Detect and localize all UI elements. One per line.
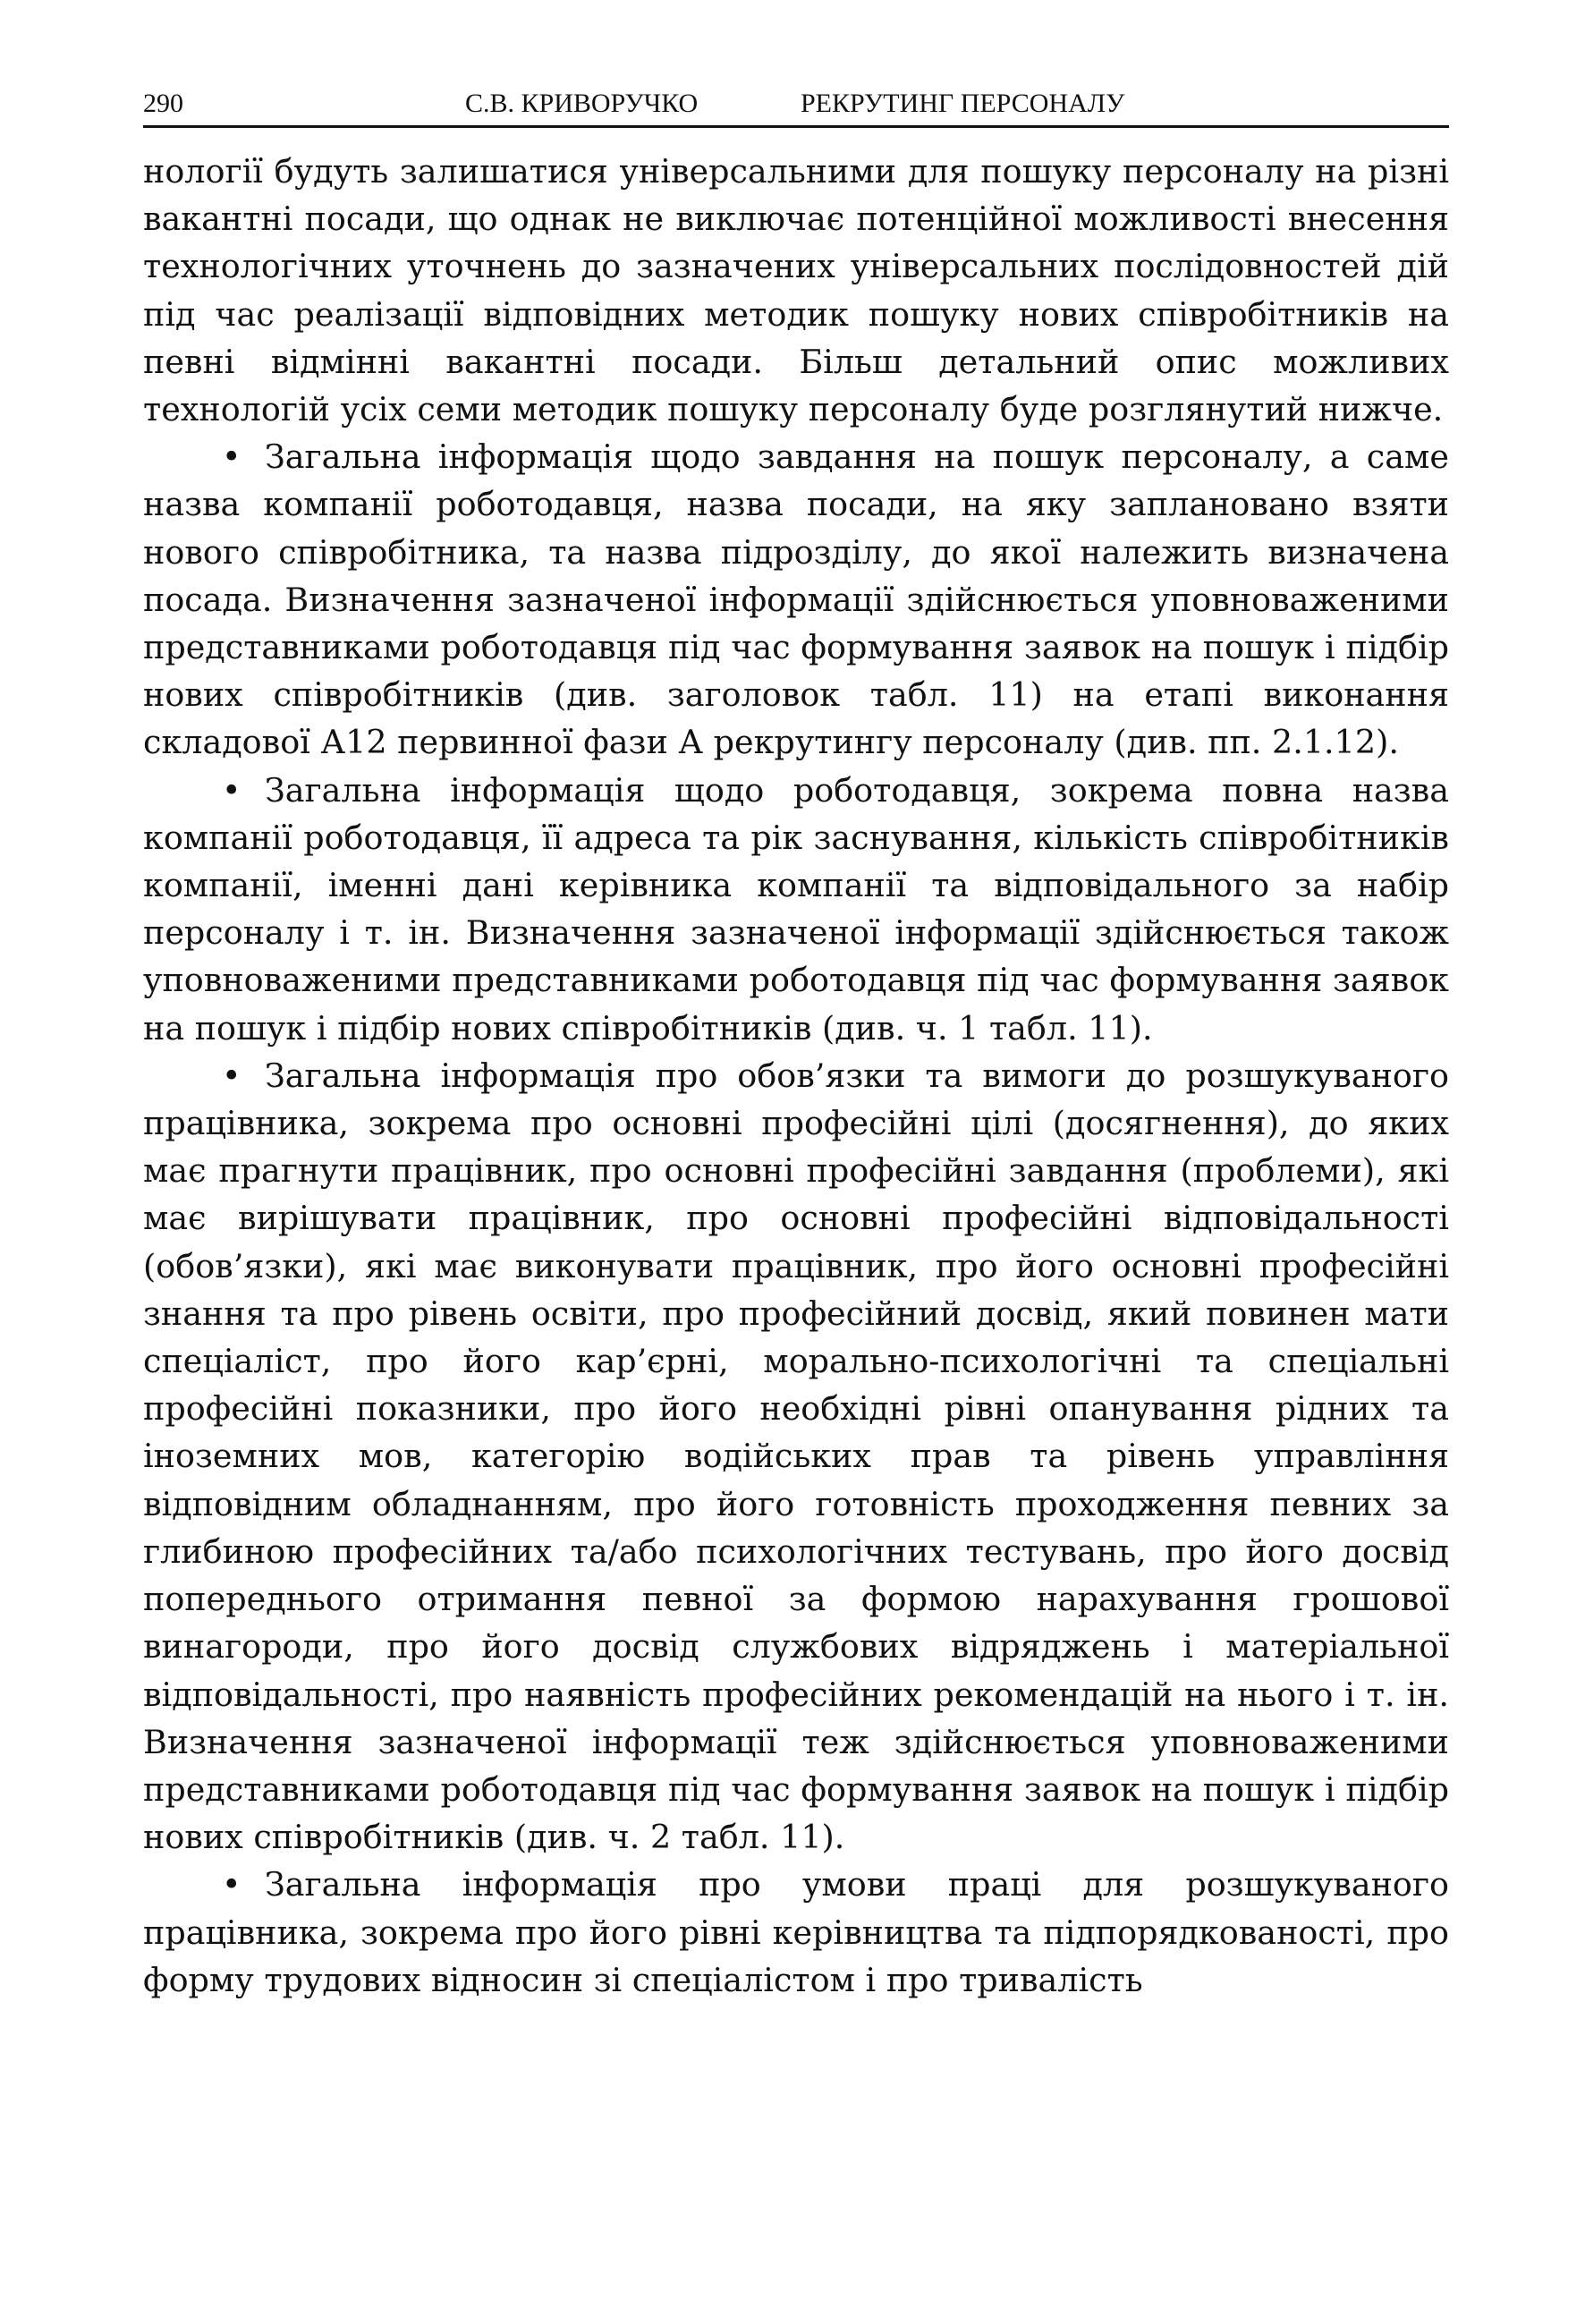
page-number: 290 — [143, 89, 183, 118]
header-book-title: РЕКРУТИНГ ПЕРСОНАЛУ — [801, 89, 1125, 118]
book-page — [143, 79, 1449, 2004]
header-author: С.В. КРИВОРУЧКО — [465, 89, 699, 118]
bullet-paragraph-work-conditions — [143, 1861, 1449, 2004]
bullet-paragraph-duties-info — [143, 1052, 1449, 1861]
bullet-icon: • — [222, 1865, 242, 1904]
paragraph-text: Загальна інформація про обов’язки та вимоги до розшукуваного працівника, зокрема про основні професійні цілі (досягнення), до яких має прагнути працівник, про основні професійні завдання (проблеми), які має вирішувати працівник, про основні професійні відповідальності (обов’язки), які має виконувати працівник, про його основні професійні знання та про рівень освіти, про професійний досвід, який повинен мати спеціаліст, про його кар’єрні, морально-психологічні та спеціальні професійні показники, про його необхідні рівні опанування рідних та іноземних мов, категорію водійських прав та рівень управління відповідним обладнанням, про його готовність проходження певних за глибиною професійних та/або психологічних тестувань, про його досвід попереднього отримання певної за формою нарахування грошової винагороди, про його досвід службових відряджень і матеріальної відповідальності, про наявність професійних рекомендацій на нього і т. ін. Визначення зазначеної інформації теж здійснюється уповноваженими представниками роботодавця під час формування заявок на пошук і підбір нових співробітників (див. ч. 2 табл. 11). — [143, 1056, 1449, 1857]
paragraph-text: Загальна інформація щодо роботодавця, зокрема повна назва компанії роботодавця, її адреса та рік заснування, кількість співробітників компанії, іменні дані керівника компанії та відповідального за набір персоналу і т. ін. Визначення зазначеної інформації здійснюється також уповноваженими представниками роботодавця під час формування заявок на пошук і підбір нових співробітників (див. ч. 1 табл. 11). — [143, 770, 1449, 1047]
paragraph-text: Загальна інформація щодо завдання на пошук персоналу, а саме назва компанії роботодавця, назва посади, на яку заплановано взяти нового співробітника, та назва підрозділу, до якої належить визначена посада. Визначення зазначеної інформації здійснюється уповноваженими представниками роботодавця під час формування заявок на пошук і підбір нових співробітників (див. заголовок табл. 11) на етапі виконання складової А12 первинної фази А рекрутингу персоналу (див. пп. 2.1.12). — [143, 437, 1449, 762]
paragraph-continuation — [143, 148, 1449, 433]
paragraph-text: нології будуть залишатися універсальними для пошуку персоналу на різні вакантні посади, що однак не виключає потенційної можливості внесення технологічних уточнень до зазначених універсальних послідовностей дій під час реалізації відповідних методик пошуку нових співробітників на певні відмінні вакантні посади. Більш детальний опис можливих технологій усіх семи методик пошуку персоналу буде розглянутий нижче. — [143, 152, 1449, 429]
page-body — [143, 148, 1449, 2004]
bullet-icon: • — [222, 1056, 242, 1095]
paragraph-text: Загальна інформація про умови праці для розшукуваного працівника, зокрема про його рівні керівництва та підпорядкованості, про форму трудових відносин зі спеціалістом і про тривалість — [143, 1865, 1449, 1999]
bullet-paragraph-task-info — [143, 433, 1449, 766]
bullet-icon: • — [222, 770, 242, 810]
running-header — [143, 79, 1449, 128]
bullet-paragraph-employer-info — [143, 767, 1449, 1052]
bullet-icon: • — [222, 437, 242, 477]
